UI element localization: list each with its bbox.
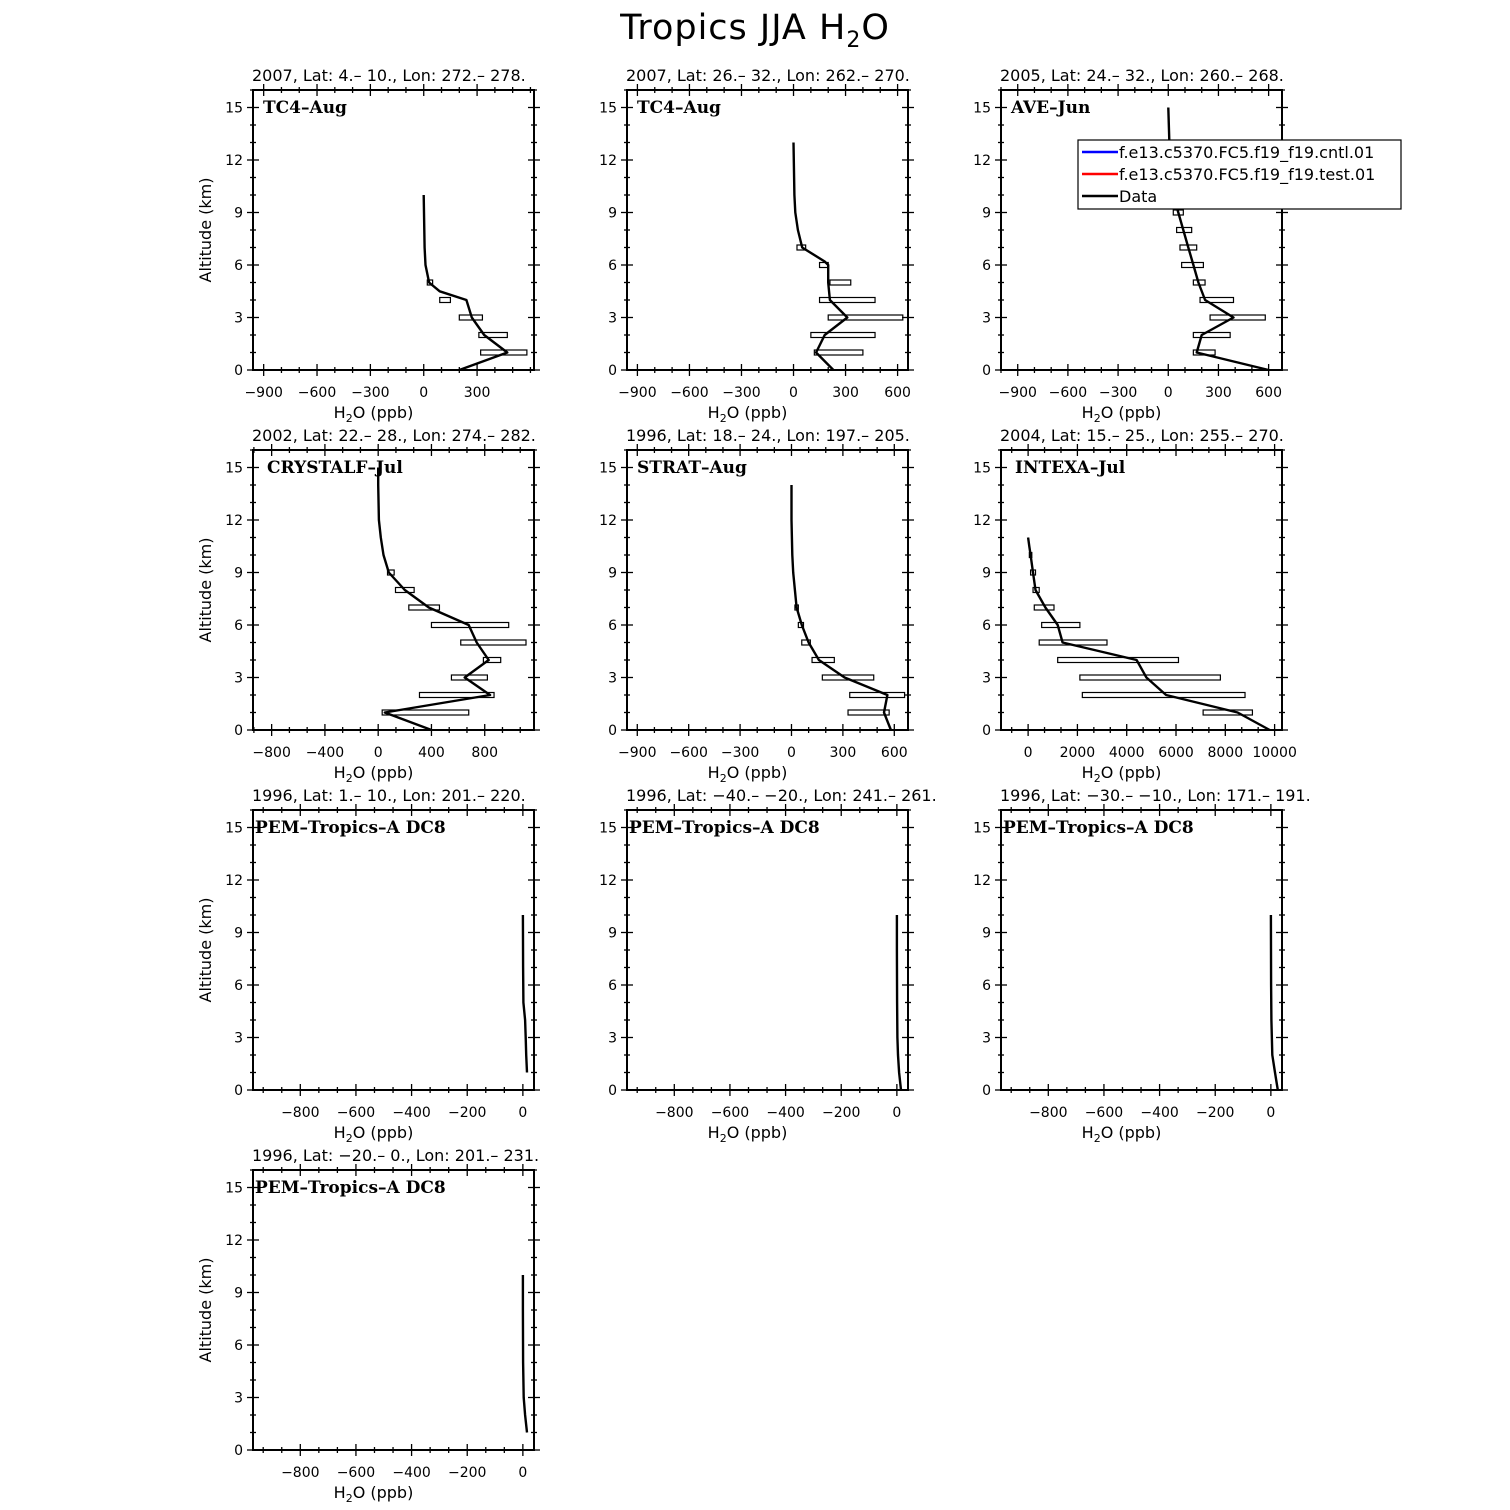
- y-tick-label: 15: [225, 1180, 243, 1197]
- y-tick-label: 9: [608, 925, 617, 942]
- chart-panel-4: [196, 426, 540, 785]
- x-tick-label: −400: [305, 745, 345, 761]
- x-tick-label: −600: [1048, 385, 1088, 401]
- y-tick-label: 12: [225, 513, 243, 529]
- y-axis-label: Altitude (km): [196, 537, 215, 643]
- campaign-label: PEM–Tropics–A DC8: [1003, 818, 1194, 838]
- range-bar: [1042, 623, 1080, 628]
- y-tick-label: 12: [973, 873, 991, 889]
- x-tick-label: −300: [722, 385, 761, 401]
- x-tick-label: −600: [297, 385, 337, 401]
- data-series-line: [523, 1275, 527, 1433]
- x-tick-label: −900: [244, 385, 283, 401]
- y-tick-label: 3: [608, 310, 617, 327]
- campaign-label: AVE–Jun: [1011, 98, 1091, 118]
- x-tick-label: 600: [880, 745, 908, 761]
- x-tick-label: −900: [618, 385, 657, 401]
- panel-subtitle: 1996, Lat: −30.– −10., Lon: 171.– 191.: [1000, 786, 1311, 805]
- y-tick-label: 15: [599, 820, 617, 837]
- campaign-label: INTEXA–Jul: [1015, 458, 1126, 478]
- y-tick-label: 0: [982, 1083, 991, 1099]
- range-bar: [820, 298, 876, 303]
- plot-frame: [253, 810, 534, 1090]
- x-tick-label: −200: [822, 1105, 861, 1121]
- chart-panel-2: [599, 66, 914, 425]
- y-tick-label: 15: [599, 460, 617, 477]
- y-tick-label: 15: [599, 100, 617, 117]
- x-axis-label: $H_2O$ (ppb): [333, 1123, 414, 1145]
- y-tick-label: 3: [608, 670, 617, 687]
- y-tick-label: 0: [234, 723, 243, 739]
- range-bar: [461, 640, 526, 645]
- x-axis-label: $H_2O$ (ppb): [707, 1123, 788, 1145]
- y-tick-label: 15: [973, 460, 991, 477]
- title-subscript: 2: [846, 28, 862, 53]
- range-bar: [850, 693, 905, 698]
- campaign-label: PEM–Tropics–A DC8: [629, 818, 820, 838]
- panel-subtitle: 1996, Lat: 18.– 24., Lon: 197.– 205.: [626, 426, 910, 445]
- x-tick-label: −600: [1084, 1105, 1124, 1121]
- campaign-label: PEM–Tropics–A DC8: [255, 1178, 446, 1198]
- range-bar: [814, 350, 863, 355]
- plot-frame: [253, 450, 534, 730]
- chart-panel-8: [599, 786, 937, 1145]
- data-series-line: [378, 468, 490, 731]
- x-tick-label: −800: [655, 1105, 694, 1121]
- x-tick-label: −300: [351, 385, 390, 401]
- plot-frame: [627, 450, 908, 730]
- y-tick-label: 3: [982, 670, 991, 687]
- data-series-line: [424, 195, 508, 370]
- y-tick-label: 9: [234, 205, 243, 222]
- x-tick-label: 600: [884, 385, 911, 401]
- y-tick-label: 12: [973, 153, 991, 169]
- y-tick-label: 9: [234, 1285, 243, 1302]
- y-tick-label: 6: [982, 618, 991, 634]
- x-tick-label: 300: [832, 385, 859, 401]
- y-tick-label: 12: [599, 153, 617, 169]
- x-tick-label: −600: [670, 385, 709, 401]
- x-axis-label: $H_2O$ (ppb): [707, 763, 788, 785]
- x-tick-label: −200: [448, 1105, 487, 1121]
- y-tick-label: 6: [234, 978, 243, 994]
- x-tick-label: 300: [463, 385, 491, 401]
- x-tick-label: −600: [710, 1105, 750, 1121]
- y-tick-label: 15: [973, 100, 991, 117]
- title-tail: O: [861, 8, 890, 48]
- legend-label: f.e13.c5370.FC5.f19_f19.cntl.01: [1119, 143, 1375, 162]
- x-tick-label: −800: [1029, 1105, 1068, 1121]
- x-tick-label: 300: [1205, 385, 1232, 401]
- x-axis-label: $H_2O$ (ppb): [1081, 403, 1162, 425]
- y-tick-label: 15: [225, 460, 243, 477]
- y-tick-label: 3: [234, 310, 243, 327]
- x-tick-label: −400: [392, 1465, 431, 1481]
- x-tick-label: 0: [892, 1105, 902, 1121]
- range-bar: [1058, 658, 1179, 663]
- campaign-label: PEM–Tropics–A DC8: [255, 818, 446, 838]
- y-tick-label: 6: [608, 978, 617, 994]
- y-tick-label: 12: [225, 153, 243, 169]
- x-tick-label: 0: [419, 385, 429, 401]
- y-tick-label: 6: [982, 978, 991, 994]
- x-tick-label: 0: [1163, 385, 1173, 401]
- y-tick-label: 6: [608, 258, 617, 274]
- x-tick-label: 4000: [1108, 745, 1145, 761]
- legend-label: Data: [1119, 187, 1158, 206]
- campaign-label: CRYSTALF–Jul: [267, 458, 403, 478]
- y-tick-label: 6: [234, 618, 243, 634]
- data-series-line: [1028, 538, 1270, 731]
- x-tick-label: −300: [1098, 385, 1138, 401]
- legend: [1078, 140, 1401, 209]
- panel-subtitle: 2005, Lat: 24.– 32., Lon: 260.– 268.: [1000, 66, 1284, 85]
- x-tick-label: −400: [766, 1105, 805, 1121]
- y-tick-label: 3: [982, 1030, 991, 1047]
- panel-subtitle: 2007, Lat: 4.– 10., Lon: 272.– 278.: [252, 66, 526, 85]
- x-axis-label: $H_2O$ (ppb): [707, 403, 788, 425]
- x-tick-label: 0: [1266, 1105, 1276, 1121]
- x-tick-label: 800: [471, 745, 499, 761]
- x-tick-label: −600: [669, 745, 708, 761]
- y-tick-label: 12: [599, 513, 617, 529]
- y-tick-label: 6: [982, 258, 991, 274]
- x-axis-label: $H_2O$ (ppb): [1081, 1123, 1162, 1145]
- x-tick-label: 8000: [1207, 745, 1244, 761]
- x-tick-label: −400: [392, 1105, 431, 1121]
- x-axis-label: $H_2O$ (ppb): [333, 763, 414, 785]
- x-tick-label: 0: [518, 1465, 528, 1481]
- y-axis-label: Altitude (km): [196, 177, 215, 283]
- y-tick-label: 0: [234, 1083, 243, 1099]
- y-tick-label: 9: [234, 565, 243, 582]
- panel-subtitle: 2002, Lat: 22.– 28., Lon: 274.– 282.: [252, 426, 536, 445]
- x-tick-label: 400: [418, 745, 445, 761]
- y-tick-label: 12: [973, 513, 991, 529]
- y-tick-label: 3: [234, 1390, 243, 1407]
- campaign-label: TC4–Aug: [263, 98, 347, 118]
- y-tick-label: 15: [225, 820, 243, 837]
- y-tick-label: 0: [234, 1443, 243, 1459]
- range-bar: [1193, 333, 1230, 338]
- range-bar: [1210, 315, 1265, 320]
- x-axis-label: $H_2O$ (ppb): [333, 403, 414, 425]
- y-tick-label: 0: [234, 363, 243, 379]
- y-tick-label: 0: [982, 723, 991, 739]
- x-axis-label: $H_2O$ (ppb): [333, 1483, 414, 1505]
- y-tick-label: 0: [608, 1083, 617, 1099]
- plot-frame: [627, 90, 908, 370]
- x-tick-label: −400: [1140, 1105, 1179, 1121]
- campaign-label: TC4–Aug: [637, 98, 721, 118]
- y-tick-label: 9: [982, 925, 991, 942]
- x-tick-label: 600: [1255, 385, 1282, 401]
- x-tick-label: 2000: [1059, 745, 1096, 761]
- y-tick-label: 12: [225, 873, 243, 889]
- y-tick-label: 3: [234, 1030, 243, 1047]
- y-tick-label: 9: [608, 565, 617, 582]
- chart-panel-9: [973, 786, 1311, 1145]
- x-tick-label: 10000: [1252, 745, 1297, 761]
- chart-panel-5: [599, 426, 914, 785]
- plot-frame: [1001, 90, 1282, 370]
- campaign-label: STRAT–Aug: [637, 458, 747, 478]
- y-tick-label: 3: [234, 670, 243, 687]
- y-tick-label: 12: [599, 873, 617, 889]
- x-tick-label: −800: [252, 745, 291, 761]
- legend-label: f.e13.c5370.FC5.f19_f19.test.01: [1119, 165, 1376, 184]
- y-tick-label: 3: [608, 1030, 617, 1047]
- y-tick-label: 6: [234, 258, 243, 274]
- y-tick-label: 3: [982, 310, 991, 327]
- panel-subtitle: 2007, Lat: 26.– 32., Lon: 262.– 270.: [626, 66, 910, 85]
- panel-subtitle: 1996, Lat: −40.– −20., Lon: 241.– 261.: [626, 786, 937, 805]
- x-tick-label: 300: [829, 745, 857, 761]
- range-bar: [830, 280, 851, 285]
- x-tick-label: 0: [789, 385, 798, 401]
- y-tick-label: 9: [982, 565, 991, 582]
- plot-frame: [1001, 450, 1282, 730]
- x-tick-label: 0: [1023, 745, 1033, 761]
- x-tick-label: −200: [1196, 1105, 1235, 1121]
- x-tick-label: −300: [720, 745, 760, 761]
- y-tick-label: 9: [982, 205, 991, 222]
- x-tick-label: −800: [281, 1105, 320, 1121]
- plot-frame: [1001, 810, 1282, 1090]
- x-tick-label: −600: [336, 1465, 376, 1481]
- data-series-line: [794, 143, 848, 371]
- y-tick-label: 15: [973, 820, 991, 837]
- x-tick-label: 0: [373, 745, 383, 761]
- x-tick-label: −900: [618, 745, 657, 761]
- data-series-line: [897, 915, 901, 1090]
- range-bar: [811, 333, 875, 338]
- x-axis-label: $H_2O$ (ppb): [1081, 763, 1162, 785]
- title-main: Tropics JJA H: [620, 8, 847, 48]
- y-tick-label: 6: [234, 1338, 243, 1354]
- y-tick-label: 6: [608, 618, 617, 634]
- chart-panel-3: [973, 66, 1288, 425]
- y-tick-label: 12: [225, 1233, 243, 1249]
- x-tick-label: −200: [448, 1465, 487, 1481]
- data-series-line: [523, 915, 527, 1073]
- range-bar: [828, 315, 903, 320]
- panel-subtitle: 2004, Lat: 15.– 25., Lon: 255.– 270.: [1000, 426, 1284, 445]
- y-axis-label: Altitude (km): [196, 1257, 215, 1363]
- y-tick-label: 9: [234, 925, 243, 942]
- data-series-line: [792, 485, 891, 730]
- plot-frame: [627, 810, 908, 1090]
- plot-frame: [253, 1170, 534, 1450]
- range-bar: [440, 298, 451, 303]
- y-tick-label: 0: [608, 723, 617, 739]
- data-series-line: [1271, 915, 1278, 1090]
- x-tick-label: −900: [998, 385, 1037, 401]
- y-tick-label: 0: [982, 363, 991, 379]
- x-tick-label: −800: [281, 1465, 320, 1481]
- y-tick-label: 9: [608, 205, 617, 222]
- chart-panel-7: [196, 786, 540, 1145]
- x-tick-label: 0: [787, 745, 796, 761]
- y-axis-label: Altitude (km): [196, 897, 215, 1003]
- panel-subtitle: 1996, Lat: 1.– 10., Lon: 201.– 220.: [252, 786, 526, 805]
- y-tick-label: 0: [608, 363, 617, 379]
- chart-panel-10: [196, 1146, 540, 1505]
- x-tick-label: −600: [336, 1105, 376, 1121]
- panel-subtitle: 1996, Lat: −20.– 0., Lon: 201.– 231.: [252, 1146, 540, 1165]
- range-bar: [451, 675, 487, 680]
- chart-panel-6: [973, 426, 1297, 785]
- y-tick-label: 15: [225, 100, 243, 117]
- x-tick-label: 6000: [1158, 745, 1194, 761]
- x-tick-label: 0: [518, 1105, 528, 1121]
- chart-panel-1: [196, 66, 540, 425]
- plot-frame: [253, 90, 534, 370]
